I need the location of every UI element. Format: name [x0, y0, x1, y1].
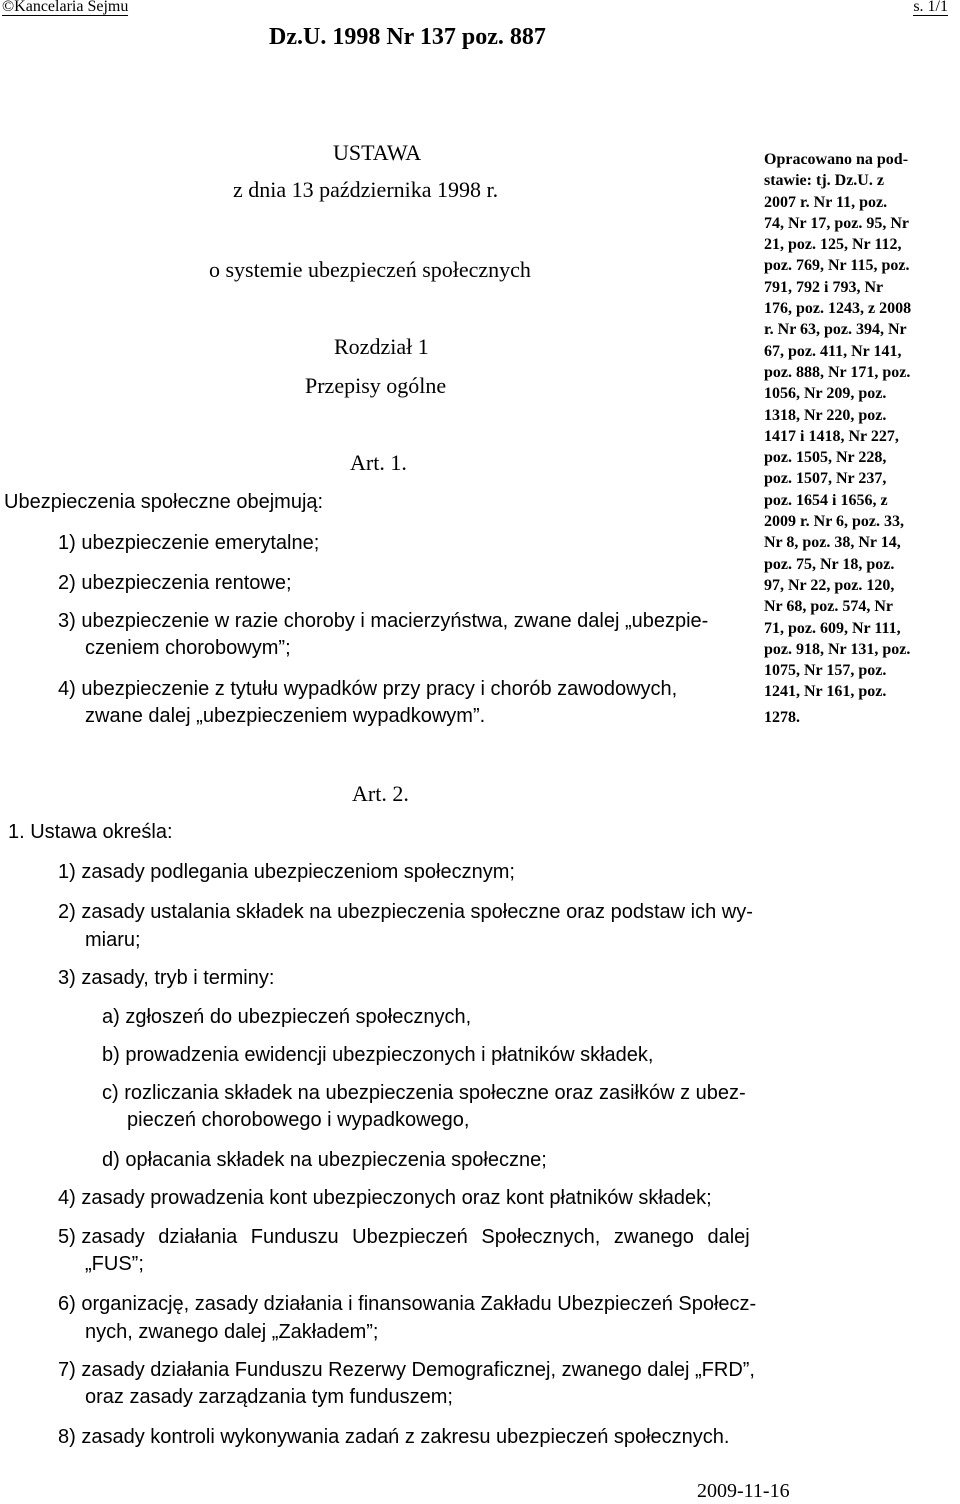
note-line: 2007 r. Nr 11, poz.: [764, 193, 888, 211]
note-line: poz. 769, Nr 115, poz.: [764, 257, 910, 275]
note-line: 1241, Nr 161, poz.: [764, 683, 887, 701]
note-line: stawie: tj. Dz.U. z: [764, 172, 884, 190]
item-continuation: zwane dalej „ubezpieczeniem wypadkowym”.: [85, 705, 486, 727]
note-line: 1278.: [764, 708, 800, 726]
article-1-intro: Ubezpieczenia społeczne obejmują:: [4, 491, 324, 513]
act-subject: o systemie ubezpieczeń społecznych: [209, 257, 531, 282]
note-line: 1417 i 1418, Nr 227,: [764, 427, 899, 445]
chapter-title: Przepisy ogólne: [305, 373, 447, 398]
list-item: [58, 1186, 712, 1210]
list-item: [58, 571, 292, 595]
item-number: 7): [58, 1359, 76, 1381]
item-text: zasady ustalania składek na ubezpieczenia społeczne oraz podstaw ich wy-: [81, 901, 753, 923]
item-number: 2): [58, 901, 76, 923]
item-number: 3): [58, 967, 76, 989]
list-item: [58, 1292, 756, 1316]
list-item: [58, 1358, 755, 1382]
list-item: [58, 860, 515, 884]
page-header: [0, 0, 960, 20]
note-line: 1056, Nr 209, poz.: [764, 385, 887, 403]
chapter-number: Rozdział 1: [334, 334, 429, 359]
item-text: prowadzenia ewidencji ubezpieczonych i płatników składek,: [125, 1044, 654, 1066]
item-text: zasady działania Funduszu Ubezpieczeń Społecznych, zwanego dalej: [81, 1226, 750, 1248]
item-text: opłacania składek na ubezpieczenia społeczne;: [125, 1149, 547, 1171]
item-text: zasady, tryb i terminy:: [81, 967, 275, 989]
item-number: 1): [58, 532, 76, 554]
list-item: [58, 900, 753, 924]
item-text: ubezpieczenie w razie choroby i macierzyństwa, zwane dalej „ubezpie-: [81, 610, 709, 632]
item-number: 6): [58, 1293, 76, 1315]
note-line: 1075, Nr 157, poz.: [764, 662, 887, 680]
item-text: zasady podlegania ubezpieczeniom społecznym;: [81, 861, 515, 883]
item-number: 5): [58, 1226, 76, 1248]
note-line: 791, 792 i 793, Nr: [764, 278, 884, 296]
item-text: organizację, zasady działania i finansowania Zakładu Ubezpieczeń Społecz-: [81, 1293, 757, 1315]
note-line: 97, Nr 22, poz. 120,: [764, 576, 895, 594]
item-continuation: „FUS”;: [85, 1253, 144, 1275]
source-note: [764, 149, 960, 728]
page-number: s. 1/1: [913, 0, 948, 15]
note-line: 1318, Nr 220, poz.: [764, 406, 887, 424]
note-line: Opracowano na pod-: [764, 151, 909, 168]
article-2-intro: 1. Ustawa określa:: [8, 821, 173, 843]
note-line: Nr 8, poz. 38, Nr 14,: [764, 534, 901, 552]
note-line: r. Nr 63, poz. 394, Nr: [764, 321, 907, 339]
note-line: poz. 918, Nr 131, poz.: [764, 640, 911, 658]
source-label: ©Kancelaria Sejmu: [2, 0, 129, 15]
note-line: 67, poz. 411, Nr 141,: [764, 342, 902, 360]
article-1-heading: Art. 1.: [350, 450, 407, 475]
note-line: poz. 888, Nr 171, poz.: [764, 363, 911, 381]
item-continuation: oraz zasady zarządzania tym funduszem;: [85, 1386, 453, 1408]
item-text: zasady prowadzenia kont ubezpieczonych oraz kont płatników składek;: [81, 1187, 712, 1209]
item-text: zgłoszeń do ubezpieczeń społecznych,: [125, 1006, 472, 1028]
item-letter: b): [102, 1044, 120, 1066]
item-text: ubezpieczenie z tytułu wypadków przy pracy i chorób zawodowych,: [81, 678, 678, 700]
article-2-heading: Art. 2.: [352, 781, 409, 806]
item-letter: d): [102, 1149, 120, 1171]
list-item: [58, 966, 274, 990]
footer-date: 2009-11-16: [697, 1480, 790, 1502]
list-item: [58, 677, 677, 701]
item-number: 4): [58, 678, 76, 700]
list-item: [58, 1425, 729, 1449]
note-line: 2009 r. Nr 6, poz. 33,: [764, 513, 904, 531]
document-reference: Dz.U. 1998 Nr 137 poz. 887: [269, 24, 546, 50]
item-number: 2): [58, 572, 76, 594]
item-text: rozliczania składek na ubezpieczenia społeczne oraz zasiłków z ubez-: [124, 1082, 746, 1104]
note-line: 74, Nr 17, poz. 95, Nr: [764, 214, 910, 232]
act-date: z dnia 13 października 1998 r.: [233, 177, 499, 202]
item-text: zasady kontroli wykonywania zadań z zakresu ubezpieczeń społecznych.: [81, 1426, 730, 1448]
item-continuation: pieczeń chorobowego i wypadkowego,: [127, 1109, 470, 1131]
note-line: Nr 68, poz. 574, Nr: [764, 598, 894, 616]
note-line: poz. 1654 i 1656, z: [764, 491, 888, 509]
item-text: zasady działania Funduszu Rezerwy Demograficznej, zwanego dalej „FRD”,: [81, 1359, 755, 1381]
item-letter: c): [102, 1082, 119, 1104]
note-line: poz. 1507, Nr 237,: [764, 470, 887, 488]
item-number: 1): [58, 861, 76, 883]
item-text: ubezpieczenie emerytalne;: [81, 532, 320, 554]
item-continuation: miaru;: [85, 929, 141, 951]
item-continuation: czeniem chorobowym”;: [85, 637, 291, 659]
list-item: [58, 1225, 750, 1249]
item-letter: a): [102, 1006, 120, 1028]
item-number: 3): [58, 610, 76, 632]
item-continuation: nych, zwanego dalej „Zakładem”;: [85, 1321, 379, 1343]
sub-list-item: [102, 1081, 746, 1105]
list-item: [58, 531, 319, 555]
act-type: USTAWA: [333, 140, 422, 165]
note-line: poz. 75, Nr 18, poz.: [764, 555, 895, 573]
list-item: [58, 609, 708, 633]
sub-list-item: [102, 1005, 471, 1029]
note-line: 176, poz. 1243, z 2008: [764, 300, 912, 318]
item-number: 4): [58, 1187, 76, 1209]
item-text: ubezpieczenia rentowe;: [81, 572, 292, 594]
sub-list-item: [102, 1148, 547, 1172]
note-line: 21, poz. 125, Nr 112,: [764, 236, 902, 254]
note-line: poz. 1505, Nr 228,: [764, 449, 887, 467]
item-number: 8): [58, 1426, 76, 1448]
note-line: 71, poz. 609, Nr 111,: [764, 619, 901, 637]
sub-list-item: [102, 1043, 653, 1067]
